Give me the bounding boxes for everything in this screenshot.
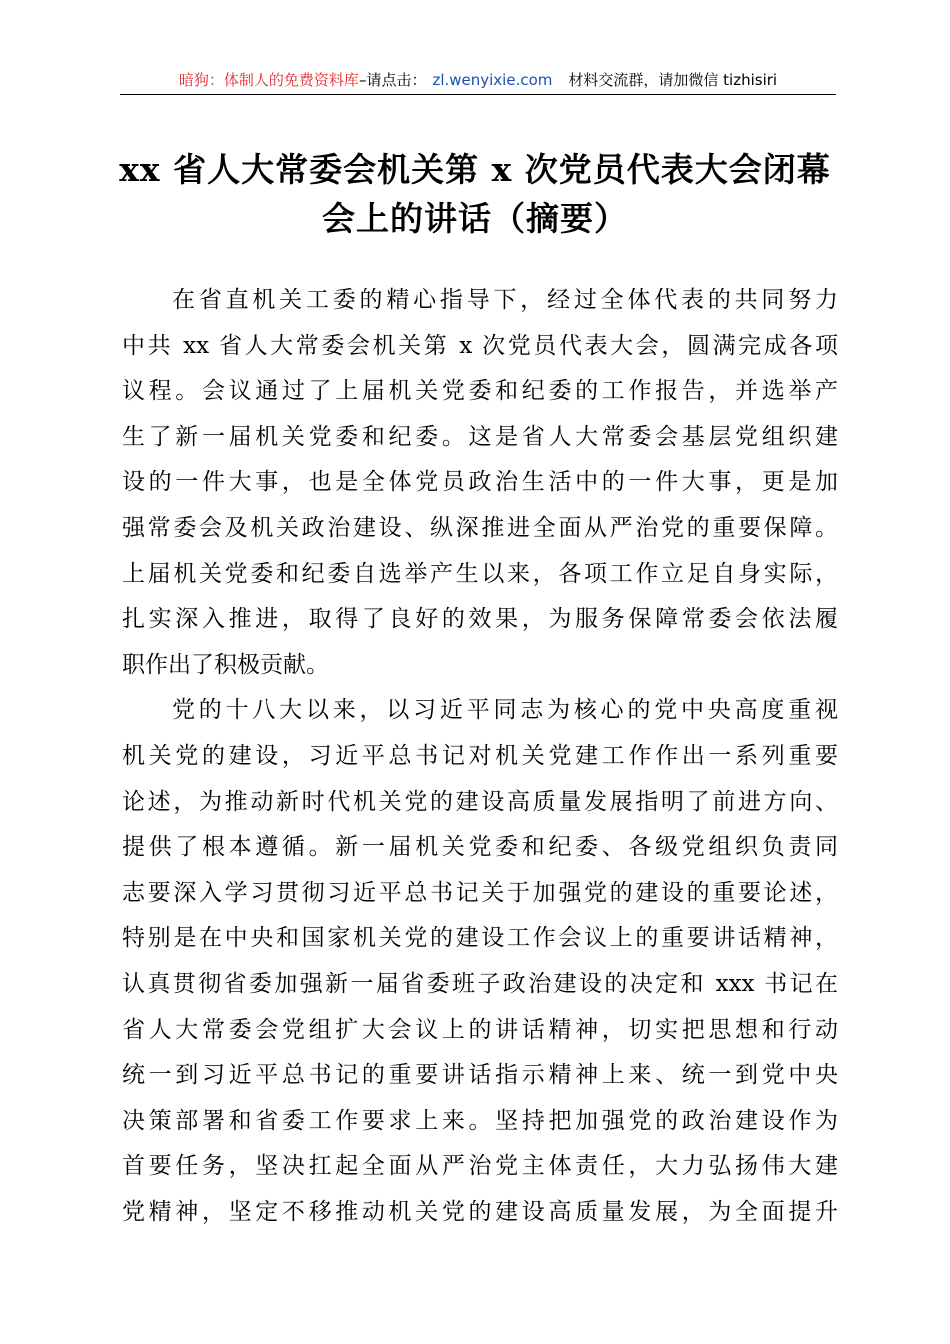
paragraph-2 [122,692,838,1239]
paragraph-1 [122,282,838,692]
document-body [122,282,838,1239]
paragraph-line: 认真贯彻省委加强新一届省委班子政治建设的决定和 xxx 书记在 [122,970,838,997]
watermark-header [120,68,836,96]
paragraph-line: 在省直机关工委的精心指导下，经过全体代表的共同努力 [172,287,838,313]
paragraph-line: 志要深入学习贯彻习近平总书记关于加强党的建设的重要论述， [122,879,838,906]
paragraph-line: 议程。会议通过了上届机关党委和纪委的工作报告，并选举产 [122,378,838,405]
paragraph-line: 决策部署和省委工作要求上来。坚持把加强党的政治建设作为 [122,1107,838,1134]
paragraph-line: 上届机关党委和纪委自选举产生以来，各项工作立足自身实际， [122,560,838,587]
title-line-2: 会上的讲话（摘要） [322,199,628,238]
paragraph-line: 提供了根本遵循。新一届机关党委和纪委、各级党组织负责同 [122,834,838,861]
paragraph-line: 党精神，坚定不移推动机关党的建设高质量发展，为全面提升 [122,1198,838,1225]
paragraph-line: 生了新一届机关党委和纪委。这是省人大常委会基层党组织建 [122,423,838,450]
header-url-link[interactable]: zl.wenyixie.com [432,71,553,89]
paragraph-line: 省人大常委会党组扩大会议上的讲话精神，切实把思想和行动 [122,1016,838,1043]
document-title [100,145,850,243]
header-click-prompt: –请点击： [358,71,427,89]
paragraph-line: 特别是在中央和国家机关党的建设工作会议上的重要讲话精神， [122,925,838,952]
header-brand: 暗狗：体制人的免费资料库 [178,71,359,89]
paragraph-line: 论述，为推动新时代机关党的建设高质量发展指明了前进方向、 [122,788,838,815]
paragraph-line: 党的十八大以来，以习近平同志为核心的党中央高度重视 [172,697,838,724]
header-note: 材料交流群，请加微信 tizhisiri [568,71,778,89]
paragraph-line: 扎实深入推进，取得了良好的效果，为服务保障常委会依法履 [122,606,838,633]
paragraph-line: 强常委会及机关政治建设、纵深推进全面从严治党的重要保障。 [122,514,838,541]
paragraph-line: 首要任务，坚决扛起全面从严治党主体责任，大力弘扬伟大建 [122,1153,838,1180]
header-divider [120,94,836,95]
paragraph-line: 职作出了积极贡献。 [122,651,329,678]
paragraph-line: 中共 xx 省人大常委会机关第 x 次党员代表大会，圆满完成各项 [122,332,838,359]
title-line-1: xx 省人大常委会机关第 x 次党员代表大会闭幕 [119,150,831,189]
paragraph-line: 机关党的建设，习近平总书记对机关党建工作作出一系列重要 [122,742,838,769]
paragraph-line: 设的一件大事，也是全体党员政治生活中的一件大事，更是加 [122,469,838,496]
paragraph-line: 统一到习近平总书记的重要讲话指示精神上来、统一到党中央 [122,1062,838,1089]
